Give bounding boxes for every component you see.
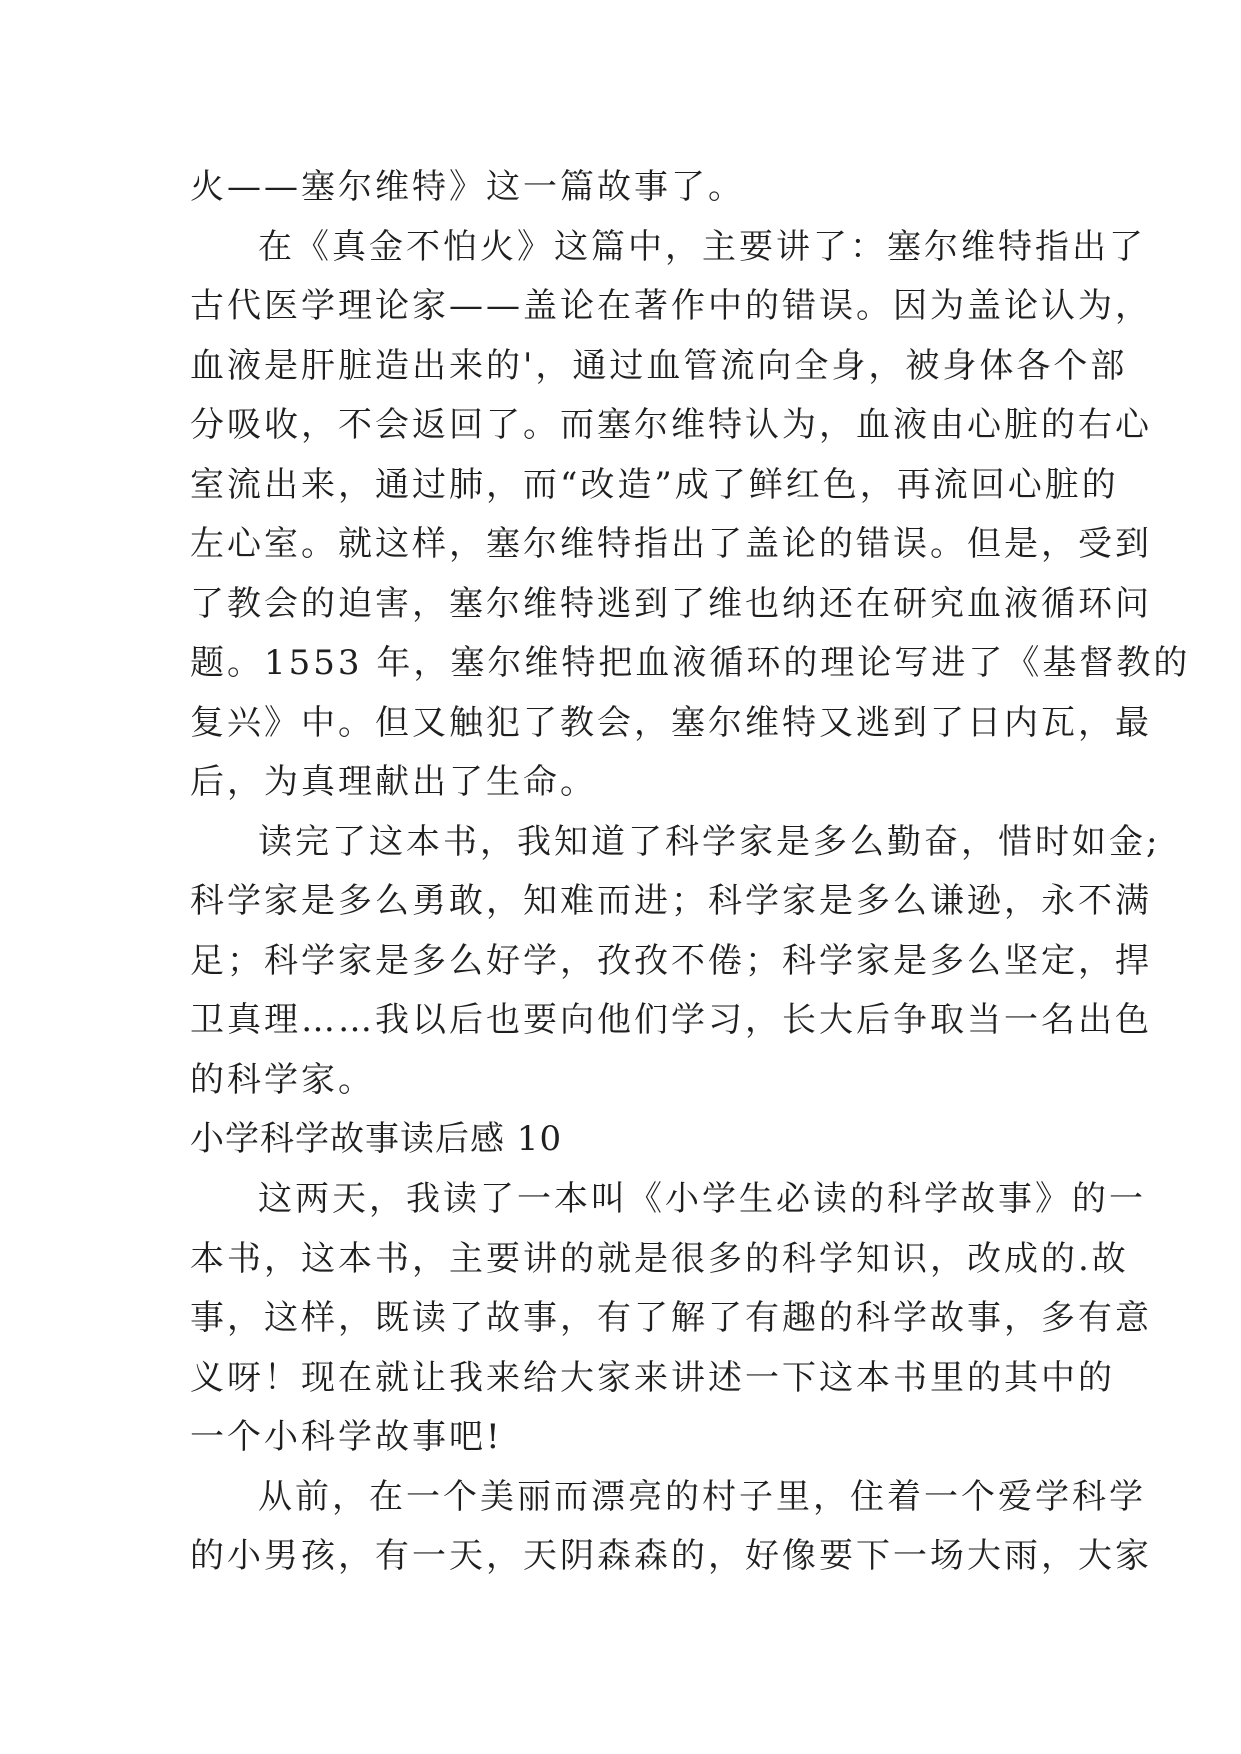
text-line: 室流出来，通过肺，而“改造”成了鲜红色，再流回心脏的 — [190, 464, 1119, 505]
paragraph-servetus-story — [190, 218, 1191, 813]
text-line: 足；科学家是多么好学，孜孜不倦；科学家是多么坚定，捍 — [190, 940, 1152, 981]
text-line: 从前，在一个美丽而漂亮的村子里，住着一个爱学科学 — [258, 1476, 1146, 1517]
text-line: 血液是肝脏造出来的'，通过血管流向全身，被身体各个部 — [190, 345, 1128, 386]
text-line: 义呀！现在就让我来给大家来讲述一下这本书里的其中的 — [190, 1357, 1115, 1398]
text-line: 读完了这本书，我知道了科学家是多么勤奋，惜时如金; — [258, 821, 1161, 862]
text-line: 分吸收，不会返回了。而塞尔维特认为，血液由心脏的右心 — [190, 405, 1152, 445]
text-line: 火——塞尔维特》这一篇故事了。 — [190, 167, 745, 207]
text-line: 的小男孩，有一天，天阴森森的，好像要下一场大雨，大家 — [190, 1536, 1152, 1576]
text-line: 科学家是多么勇敢，知难而进；科学家是多么谦逊，永不满 — [190, 881, 1152, 921]
text-line: 题。1553 年，塞尔维特把血液循环的理论写进了《基督教的 — [190, 643, 1191, 683]
section-heading: 小学科学故事读后感 10 — [190, 1119, 563, 1159]
text-line: 这两天，我读了一本叫《小学生必读的科学故事》的一 — [258, 1179, 1146, 1219]
text-line: 复兴》中。但又触犯了教会，塞尔维特又逃到了日内瓦，最 — [190, 702, 1152, 743]
paragraph-book-intro — [190, 1170, 1152, 1468]
paragraph-reflection — [190, 813, 1161, 1111]
text-line: 左心室。就这样，塞尔维特指出了盖论的错误。但是，受到 — [190, 524, 1152, 564]
text-line: 本书，这本书，主要讲的就是很多的科学知识，改成的.故 — [190, 1238, 1129, 1279]
document-body — [190, 158, 1191, 1587]
text-line: 了教会的迫害，塞尔维特逃到了维也纳还在研究血液循环问 — [190, 583, 1152, 624]
text-line: 卫真理……我以后也要向他们学习，长大后争取当一名出色 — [190, 1000, 1152, 1040]
paragraph-continuation — [190, 158, 1070, 218]
text-line: 事，这样，既读了故事，有了解了有趣的科学故事，多有意 — [190, 1298, 1152, 1338]
paragraph-village-story — [190, 1468, 1152, 1587]
text-line: 后，为真理献出了生命。 — [190, 762, 597, 802]
text-line: 在《真金不怕火》这篇中，主要讲了：塞尔维特指出了 — [258, 226, 1146, 267]
text-line: 的科学家。 — [190, 1059, 375, 1100]
text-line: 古代医学理论家——盖论在著作中的错误。因为盖论认为， — [190, 286, 1152, 326]
text-line: 一个小科学故事吧! — [190, 1417, 503, 1457]
